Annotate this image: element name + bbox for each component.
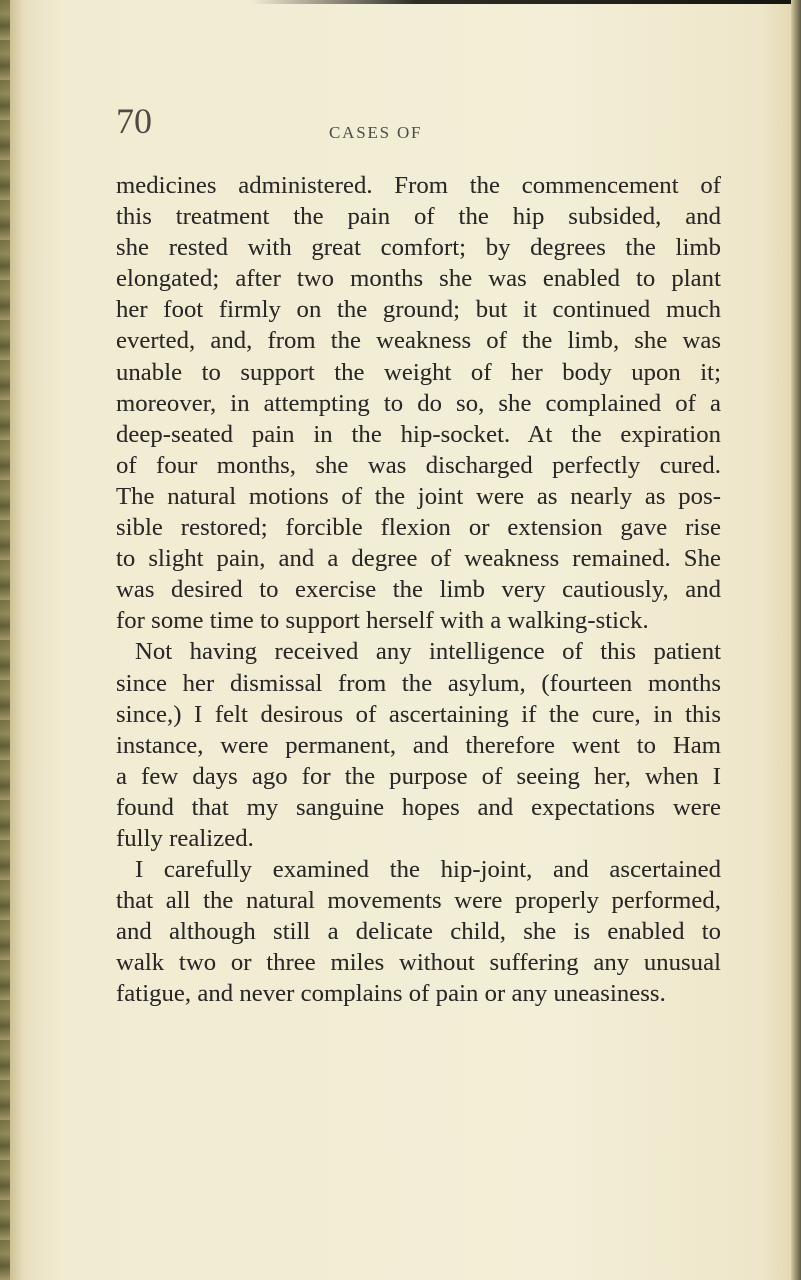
text-line: moreover, in attempting to do so, she complained of a <box>116 389 721 417</box>
top-page-edge <box>250 0 801 4</box>
text-line: found that my sanguine hopes and expectations were <box>116 793 721 821</box>
text-line: I carefully examined the hip-joint, and ascertained <box>135 856 721 884</box>
text-line: a few days ago for the purpose of seeing her, when I <box>116 762 721 790</box>
text-line: medicines administered. From the commencement of <box>116 172 721 199</box>
text-line: for some time to support herself with a walking-stick. <box>116 607 649 635</box>
page-header <box>116 101 716 161</box>
text-line: this treatment the pain of the hip subsided, and <box>116 203 721 231</box>
text-line: fully realized. <box>116 824 254 852</box>
text-line: everted, and, from the weakness of the limb, she was <box>116 327 721 355</box>
text-line: that all the natural movements were properly performed, <box>116 887 721 915</box>
text-line: deep-seated pain in the hip-socket. At the expiration <box>116 420 721 448</box>
page-number: 70 <box>116 101 152 141</box>
paragraph-3 <box>116 854 721 1009</box>
text-line: sible restored; forcible flexion or extension gave rise <box>116 514 721 542</box>
text-line: The natural motions of the joint were as nearly as pos- <box>116 482 721 510</box>
running-head: CASES OF <box>329 123 423 142</box>
text-line: since,) I felt desirous of ascertaining if the cure, in this <box>116 700 721 728</box>
right-page-shadow <box>791 0 801 1280</box>
text-line: Not having received any intelligence of this patient <box>135 638 721 666</box>
body-text <box>116 170 721 1010</box>
binding-edge <box>0 0 10 1280</box>
text-line: since her dismissal from the asylum, (fourteen months <box>116 669 721 697</box>
text-line: fatigue, and never complains of pain or any uneasiness. <box>116 980 666 1008</box>
paragraph-1 <box>116 170 721 636</box>
text-line: instance, were permanent, and therefore went to Ham <box>116 731 721 759</box>
text-line: and although still a delicate child, she is enabled to <box>116 918 721 946</box>
text-line: was desired to exercise the limb very cautiously, and <box>116 576 721 604</box>
text-line: walk two or three miles without suffering any unusual <box>116 949 721 977</box>
text-line: elongated; after two months she was enabled to plant <box>116 265 721 293</box>
paragraph-2 <box>116 636 721 854</box>
text-line: her foot firmly on the ground; but it continued much <box>116 296 721 324</box>
text-line: to slight pain, and a degree of weakness remained. She <box>116 545 721 573</box>
text-line: of four months, she was discharged perfectly cured. <box>116 451 721 479</box>
text-line: she rested with great comfort; by degrees the limb <box>116 234 721 262</box>
text-line: unable to support the weight of her body upon it; <box>116 358 721 386</box>
